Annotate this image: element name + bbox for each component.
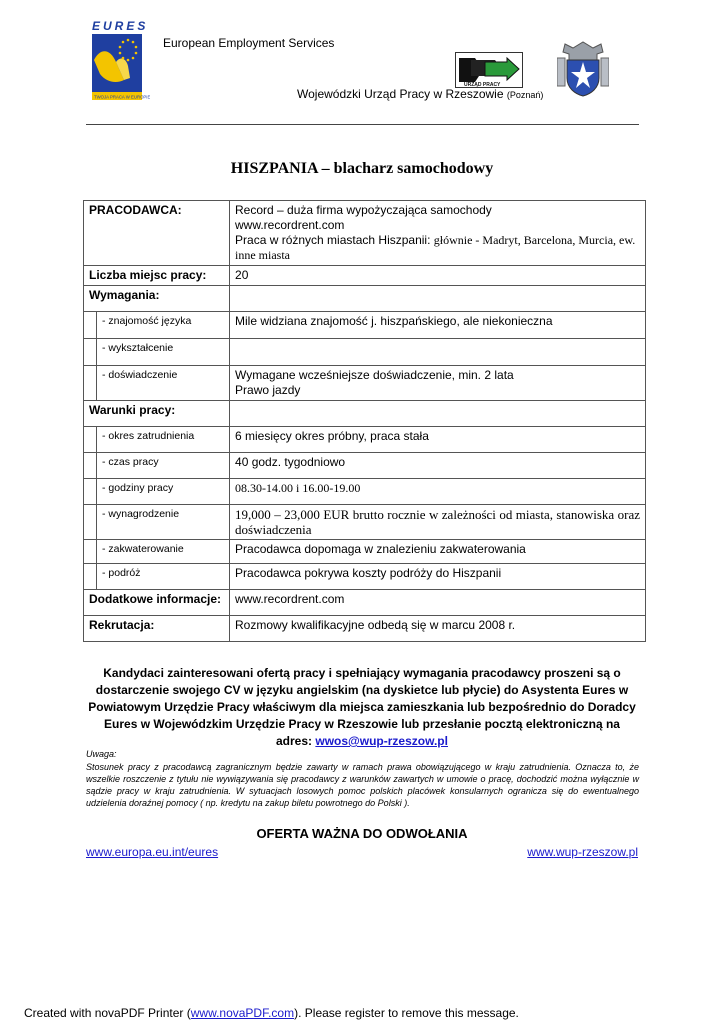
indent-cell bbox=[84, 564, 97, 590]
table-row bbox=[84, 312, 646, 339]
condition-salary-value: 19,000 – 23,000 EUR brutto rocznie w zależności od miasta, stanowiska oraz doświadczenia bbox=[230, 505, 646, 540]
requirement-experience-value bbox=[230, 366, 646, 401]
footer-notice bbox=[24, 1006, 519, 1020]
table-row bbox=[84, 479, 646, 505]
additional-label: Dodatkowe informacje: bbox=[84, 590, 230, 616]
recruitment-value: Rozmowy kwalifikacyjne odbedą się w marcu 2008 r. bbox=[230, 616, 646, 642]
indent-cell bbox=[84, 453, 97, 479]
table-row bbox=[84, 505, 646, 540]
indent-cell bbox=[84, 479, 97, 505]
organization-name: European Employment Services bbox=[163, 36, 335, 50]
office-name-text: Wojewódzki Urząd Pracy w Rzeszowie bbox=[297, 87, 504, 101]
crest-logo bbox=[557, 38, 609, 98]
application-text: Kandydaci zainteresowani ofertą pracy i spełniający wymagania pracodawcy proszeni są o dostarczenie swojego CV w języku angielskim (na dyskietce lub płycie) do Asystenta Eures w Powiatowym Urzędzie Pracy właściwym dla miejsca zamieszkania lub bezpośrednio do Doradcy Eures w Wojewódzkim Urzędzie Pracy w Rzeszowie lub przesłanie pocztą elektroniczną na bbox=[88, 666, 636, 731]
requirements-value bbox=[230, 286, 646, 312]
eures-link[interactable]: www.europa.eu.int/eures bbox=[86, 845, 219, 859]
table-row bbox=[84, 401, 646, 427]
condition-hours-label: - godziny pracy bbox=[97, 479, 230, 505]
validity-notice: OFERTA WAŻNA DO ODWOŁANIA bbox=[256, 826, 468, 841]
requirement-education-label: - wykształcenie bbox=[97, 339, 230, 366]
office-note: (Poznań) bbox=[506, 90, 544, 100]
conditions-label: Warunki pracy: bbox=[84, 401, 230, 427]
positions-value: 20 bbox=[230, 266, 646, 286]
requirements-label: Wymagania: bbox=[84, 286, 230, 312]
table-row bbox=[84, 427, 646, 453]
requirement-education-value bbox=[230, 339, 646, 366]
eures-logo bbox=[86, 18, 150, 102]
page-title: HISZPANIA – blacharz samochodowy bbox=[230, 160, 494, 177]
employer-line2: www.recordrent.com bbox=[235, 218, 345, 232]
note-text: Stosunek pracy z pracodawcą zagranicznym będzie zawarty w ramach prawa obowiązującego w kraju zatrudnienia. Oznacza to, że wszelkie roszczenie z tytułu nie wywiązywania się pracodawcy z warunków zawartych w umowie o pracę, dochodzić można wyłącznie w sądzie pracy w kraju zatrudnienia. W sytuacjach losowych pomoc polskich placówek konsularnych ogranicza się do ewentualnego udzielenia doraźnej pomocy ( np. kredytu na zakup biletu powrotnego do Polski ). bbox=[86, 762, 639, 808]
email-link[interactable]: wwos@wup-rzeszow.pl bbox=[315, 734, 448, 748]
requirement-language-label: - znajomość języka bbox=[97, 312, 230, 339]
eures-logo-graphic bbox=[86, 18, 150, 102]
wup-logo-graphic bbox=[455, 52, 523, 88]
wup-logo-text: URZĄD PRACY bbox=[464, 82, 501, 88]
condition-housing-value: Pracodawca dopomaga w znalezieniu zakwaterowania bbox=[230, 540, 646, 564]
table-row bbox=[84, 453, 646, 479]
table-row bbox=[84, 564, 646, 590]
table-row bbox=[84, 286, 646, 312]
condition-travel-label: - podróż bbox=[97, 564, 230, 590]
address-label: adres: bbox=[276, 734, 313, 748]
requirement-language-value: Mile widziana znajomość j. hiszpańskiego, ale niekonieczna bbox=[230, 312, 646, 339]
condition-period-value: 6 miesięcy okres próbny, praca stała bbox=[230, 427, 646, 453]
table-row bbox=[84, 201, 646, 266]
crest-logo-graphic bbox=[557, 38, 609, 98]
condition-worktime-value: 40 godz. tygodniowo bbox=[230, 453, 646, 479]
table-row bbox=[84, 266, 646, 286]
recruitment-label: Rekrutacja: bbox=[84, 616, 230, 642]
application-instructions bbox=[86, 665, 638, 750]
condition-period-label: - okres zatrudnienia bbox=[97, 427, 230, 453]
table-row bbox=[84, 339, 646, 366]
indent-cell bbox=[84, 540, 97, 564]
requirement-experience-line1: Wymagane wcześniejsze doświadczenie, min. 2 lata bbox=[235, 368, 514, 382]
table-row bbox=[84, 366, 646, 401]
condition-worktime-label: - czas pracy bbox=[97, 453, 230, 479]
condition-housing-label: - zakwaterowanie bbox=[97, 540, 230, 564]
employer-value bbox=[230, 201, 646, 266]
employer-line3-suffix: głównie - Madryt, Barcelona, Murcia, ew. inne miasta bbox=[235, 233, 636, 262]
condition-salary-label: - wynagrodzenie bbox=[97, 505, 230, 540]
wup-link[interactable]: www.wup-rzeszow.pl bbox=[527, 845, 638, 859]
table-row bbox=[84, 616, 646, 642]
condition-hours-value: 08.30-14.00 i 16.00-19.00 bbox=[230, 479, 646, 505]
employer-label: PRACODAWCA: bbox=[84, 201, 230, 266]
note-heading: Uwaga: bbox=[86, 749, 117, 759]
indent-cell bbox=[84, 339, 97, 366]
requirement-experience-line2: Prawo jazdy bbox=[235, 383, 301, 397]
offer-table bbox=[83, 200, 646, 642]
condition-travel-value: Pracodawca pokrywa koszty podróży do Hiszpanii bbox=[230, 564, 646, 590]
header-divider bbox=[86, 124, 639, 125]
positions-label: Liczba miejsc pracy: bbox=[84, 266, 230, 286]
office-name bbox=[297, 87, 543, 101]
footer-suffix: ). Please register to remove this message. bbox=[294, 1006, 519, 1020]
conditions-value bbox=[230, 401, 646, 427]
employer-line3 bbox=[235, 233, 640, 263]
employer-line3-prefix: Praca w różnych miastach Hiszpanii: bbox=[235, 233, 434, 247]
eures-logo-tagline: TWOJA PRACA W EUROPIE bbox=[94, 94, 150, 100]
indent-cell bbox=[84, 505, 97, 540]
table-row bbox=[84, 540, 646, 564]
additional-value: www.recordrent.com bbox=[230, 590, 646, 616]
eures-logo-text: EURES bbox=[92, 19, 149, 33]
novapdf-link[interactable]: www.novaPDF.com bbox=[190, 1006, 295, 1020]
employer-line1: Record – duża firma wypożyczająca samochody bbox=[235, 203, 492, 217]
table-row bbox=[84, 590, 646, 616]
footer-prefix: Created with novaPDF Printer ( bbox=[24, 1006, 191, 1020]
indent-cell bbox=[84, 427, 97, 453]
wup-logo bbox=[455, 52, 523, 88]
requirement-experience-label: - doświadczenie bbox=[97, 366, 230, 401]
indent-cell bbox=[84, 312, 97, 339]
indent-cell bbox=[84, 366, 97, 401]
